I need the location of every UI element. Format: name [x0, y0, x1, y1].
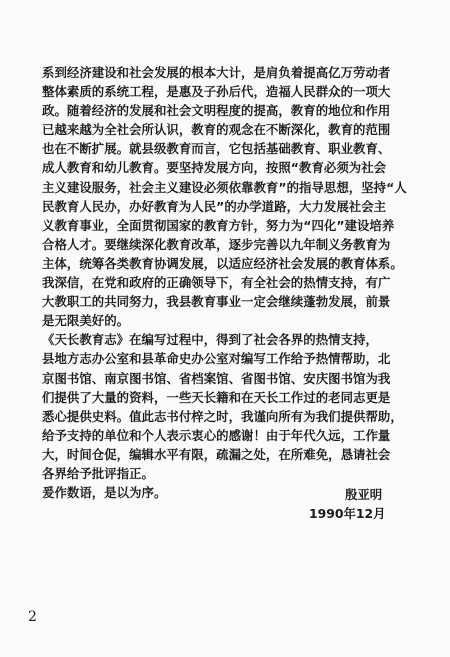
- text-line: 成人教育和幼儿教育。要坚持发展方向，按照“教育必须为社会: [42, 160, 387, 176]
- text-line: 给予支持的单位和个人表示衷心的感谢！由于年代久远，工作量: [42, 427, 391, 443]
- text-line: 义教育事业，全面贯彻国家的教育方针，努力为“四化”建设培养: [42, 217, 395, 233]
- text-line: 大，时间仓促，编辑水平有限，疏漏之处，在所难免，恳请社会: [42, 446, 391, 462]
- page-number: 2: [28, 609, 37, 625]
- signature-date: 1990年12月: [309, 506, 386, 521]
- text-line: 大教职工的共同努力，我县教育事业一定会继续蓬勃发展，前景: [42, 294, 391, 310]
- text-line: 已越来越为全社会所认识，教育的观念在不断深化，教育的范围: [42, 122, 391, 138]
- text-line: 系到经济建设和社会发展的根本大计，是肩负着提高亿万劳动者: [42, 65, 391, 80]
- signature-name: 殷亚明: [345, 487, 383, 502]
- text-line: 们提供了大量的资料，一些天长籍和在天长工作过的老同志更是: [42, 389, 391, 405]
- text-line: 也在不断扩展。就县级教育而言，它包括基础教育、职业教育、: [42, 141, 391, 157]
- text-line: 政。随着经济的发展和社会文明程度的提高，教育的地位和作用: [42, 103, 391, 119]
- closing-line: 爰作数语，是以为序。: [42, 485, 167, 501]
- text-line: 民教育人民办，办好教育为人民”的办学道路，大力发展社会主: [42, 198, 387, 214]
- text-line: 我深信，在党和政府的正确领导下，有全社会的热情支持，有广: [42, 275, 391, 291]
- preface-text: [42, 63, 410, 502]
- text-line: 是无限美好的。: [42, 313, 130, 329]
- text-line: 《天长教育志》在编写过程中，得到了社会各界的热情支持，: [42, 332, 378, 348]
- text-line: 合格人才。要继续深化教育改革，逐步完善以九年制义务教育为: [42, 236, 391, 252]
- text-line: 京图书馆、南京图书馆、省档案馆、省图书馆、安庆图书馆为我: [42, 370, 391, 386]
- text-line: 整体素质的系统工程，是惠及子孙后代，造福人民群众的一项大: [42, 84, 391, 100]
- text-line: 各界给予批评指正。: [42, 465, 154, 481]
- text-line: 县地方志办公室和县革命史办公室对编写工作给予热情帮助，北: [42, 351, 391, 367]
- text-line: 主义建设服务，社会主义建设必须依靠教育”的指导思想，坚持“人: [42, 179, 407, 195]
- text-line: 悉心提供史料。值此志书付梓之时，我谨向所有为我们提供帮助，: [42, 408, 403, 424]
- text-line: 主体，统筹各类教育协调发展，以适应经济社会发展的教育体系。: [42, 255, 403, 271]
